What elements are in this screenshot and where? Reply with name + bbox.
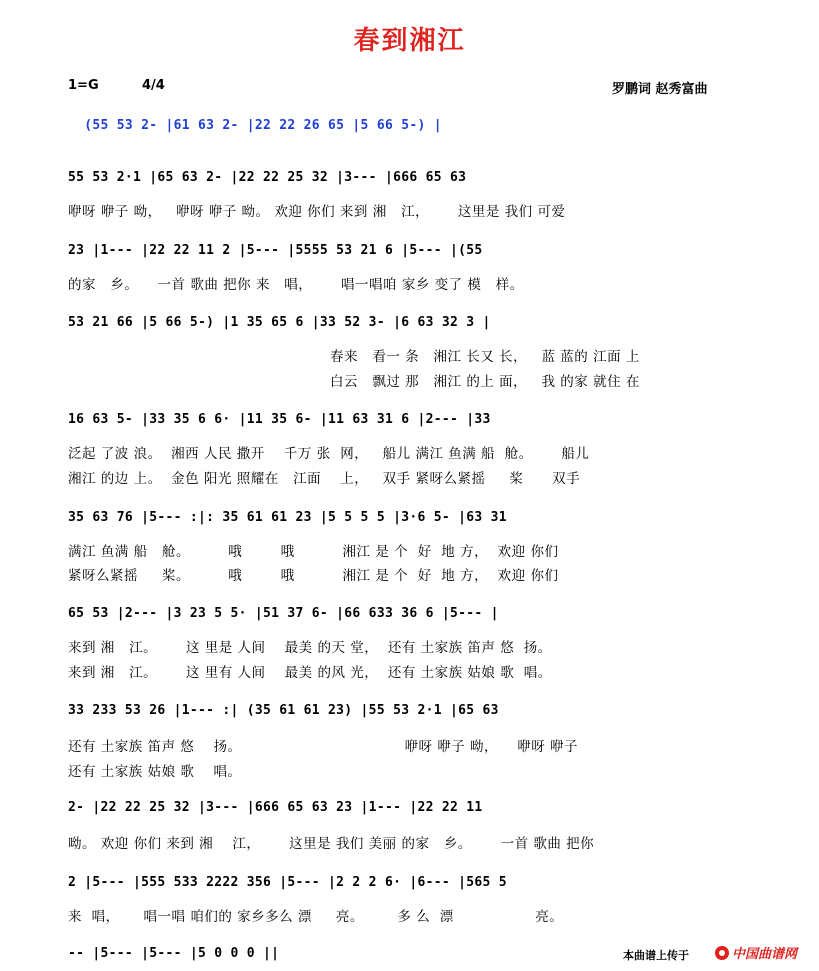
lyric-line: 来 唱， 唱一唱 咱们的 家乡多么 漂 亮。 多 么 漂 亮。 [68,909,564,925]
lyric-line: 湘江 的边 上。 金色 阳光 照耀在 江面 上， 双手 紧呀么紧摇 桨 双手 [68,471,581,487]
lyric-line: 咿呀 咿子 呦， 咿呀 咿子 呦。 欢迎 你们 来到 湘 江， 这里是 我们 可爱 [68,204,566,220]
lyric-line: 呦。 欢迎 你们 来到 湘 江， 这里是 我们 美丽 的家 乡。 一首 歌曲 把你 [68,836,595,852]
lyric-line: 的家 乡。 一首 歌曲 把你 来 唱， 唱一唱咱 家乡 变了 模 样。 [68,277,524,293]
music-line: -- |5--- |5--- |5 0 0 0 || [68,946,280,961]
lyric-line: 还有 土家族 笛声 悠 扬。 咿呀 咿子 呦， 咿呀 咿子 [68,739,578,755]
credits: 罗鹏词 赵秀富曲 [612,82,708,97]
key-signature: 1=G [68,78,99,93]
music-line: 35 63 76 |5--- :|: 35 61 61 23 |5 5 5 5 |3·6 5- |63 31 [68,510,507,525]
logo-icon [715,946,729,960]
music-line: 53 21 66 |5 66 5-) |1 35 65 6 |33 52 3- |6 63 32 3 | [68,315,491,330]
site-logo-text: 中国曲谱网 [732,947,798,962]
lyric-line: 白云 飘过 那 湘江 的上 面， 我 的家 就住 在 [330,374,640,390]
lyric-line: 春来 看一 条 湘江 长又 长， 蓝 蓝的 江面 上 [330,349,640,365]
lyric-line: 还有 土家族 姑娘 歌 唱。 [68,764,242,780]
lyric-line: 满江 鱼满 船 舱。 哦 哦 湘江 是 个 好 地 方， 欢迎 你们 [68,544,559,560]
music-line: 2- |22 22 25 32 |3--- |666 65 63 23 |1--- |22 22 11 [68,800,483,815]
music-line: 55 53 2·1 |65 63 2- |22 22 25 32 |3--- |666 65 63 [68,170,467,185]
music-line: 65 53 |2--- |3 23 5 5· |51 37 6- |66 633 36 6 |5--- | [68,606,499,621]
music-line: 33 233 53 26 |1--- :| (35 61 61 23) |55 53 2·1 |65 63 [68,703,499,718]
lyric-line: 来到 湘 江。 这 里有 人间 最美 的风 光， 还有 土家族 姑娘 歌 唱。 [68,665,552,681]
music-line: 23 |1--- |22 22 11 2 |5--- |5555 53 21 6 |5--- |(55 [68,243,483,258]
music-line: 16 63 5- |33 35 6 6· |11 35 6- |11 63 31 6 |2--- |33 [68,412,491,427]
lyric-line: 泛起 了波 浪。 湘西 人民 撒开 千万 张 网， 船儿 满江 鱼满 船 舱。 船儿 [68,446,590,462]
lyric-line: 紧呀么紧摇 桨。 哦 哦 湘江 是 个 好 地 方， 欢迎 你们 [68,568,559,584]
upload-note: 本曲谱上传于 [623,949,689,962]
time-signature: 4/4 [142,78,165,93]
music-line: 2 |5--- |555 533 2222 356 |5--- |2 2 2 6· |6--- |565 5 [68,875,507,890]
song-title: 春到湘江 [353,26,466,56]
site-logo[interactable] [715,943,797,962]
lyric-line: 来到 湘 江。 这 里是 人间 最美 的天 堂， 还有 土家族 笛声 悠 扬。 [68,640,552,656]
music-line-intro: (55 53 2- |61 63 2- |22 22 26 65 |5 66 5-) | [68,118,442,133]
